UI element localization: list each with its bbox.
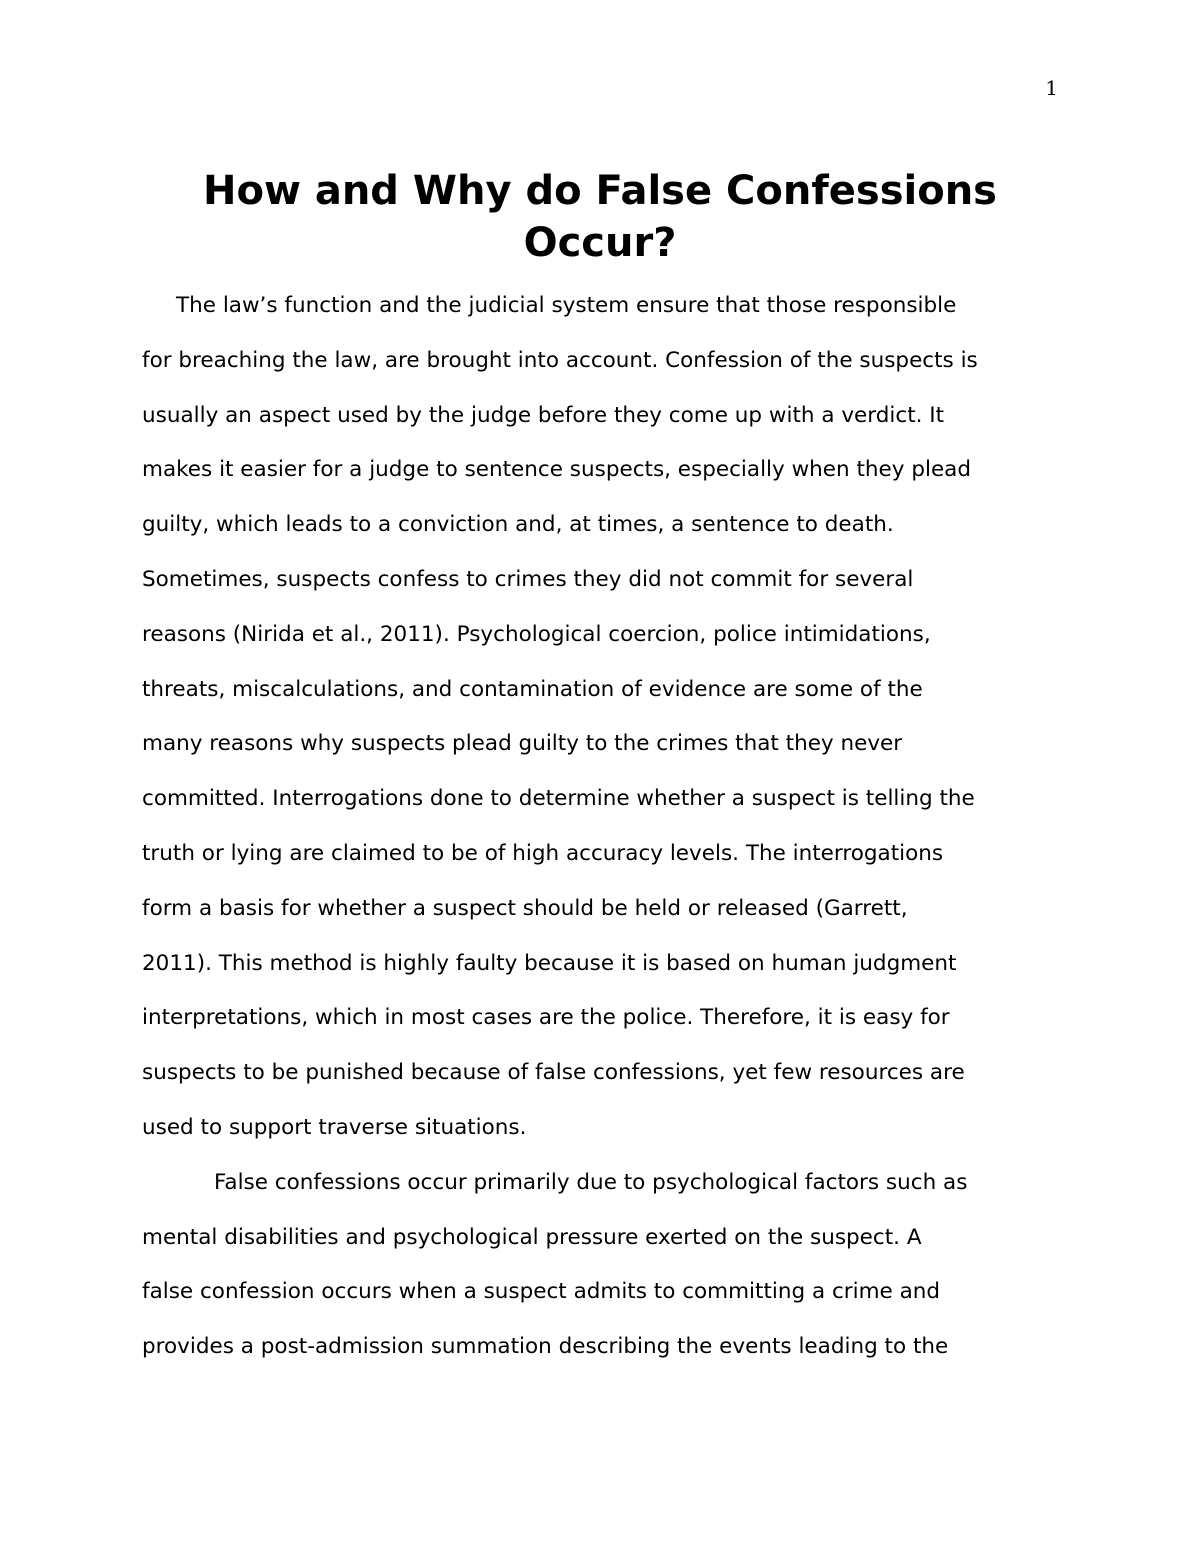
text-line: many reasons why suspects plead guilty to the crimes that they never: [142, 731, 903, 757]
text-line: suspects to be punished because of false confessions, yet few resources are: [142, 1060, 965, 1086]
page-number: 1: [1045, 76, 1058, 100]
text-line: form a basis for whether a suspect should be held or released (Garrett,: [142, 895, 908, 921]
document-title: [120, 165, 1080, 269]
text-line: False confessions occur primarily due to psychological factors such as: [214, 1169, 968, 1195]
text-line: usually an aspect used by the judge before they come up with a verdict. It: [142, 402, 945, 428]
text-line: reasons (Nirida et al., 2011). Psychological coercion, police intimidations,: [142, 621, 931, 647]
title-line: How and Why do False Confessions: [203, 168, 997, 214]
document-body: [142, 279, 1072, 1375]
text-line: threats, miscalculations, and contamination of evidence are some of the: [142, 676, 923, 702]
paragraph-2: [142, 1156, 1072, 1375]
text-line: The law’s function and the judicial system ensure that those responsible: [176, 293, 957, 318]
text-line: for breaching the law, are brought into account. Confession of the suspects is: [142, 347, 978, 373]
text-line: Sometimes, suspects confess to crimes they did not commit for several: [142, 566, 914, 592]
paragraph-1: [142, 279, 1072, 1156]
text-line: committed. Interrogations done to determine whether a suspect is telling the: [142, 786, 975, 812]
text-line: 2011). This method is highly faulty because it is based on human judgment: [142, 950, 957, 976]
text-line: mental disabilities and psychological pressure exerted on the suspect. A: [142, 1224, 922, 1250]
text-line: makes it easier for a judge to sentence suspects, especially when they plead: [142, 457, 971, 483]
text-line: interpretations, which in most cases are the police. Therefore, it is easy for: [142, 1005, 950, 1031]
text-line: truth or lying are claimed to be of high accuracy levels. The interrogations: [142, 840, 944, 866]
text-line: used to support traverse situations.: [142, 1114, 527, 1140]
title-line: Occur?: [523, 220, 677, 266]
text-line: provides a post-admission summation describing the events leading to the: [142, 1334, 949, 1360]
text-line: false confession occurs when a suspect admits to committing a crime and: [142, 1279, 941, 1305]
text-line: guilty, which leads to a conviction and, at times, a sentence to death.: [142, 512, 894, 538]
